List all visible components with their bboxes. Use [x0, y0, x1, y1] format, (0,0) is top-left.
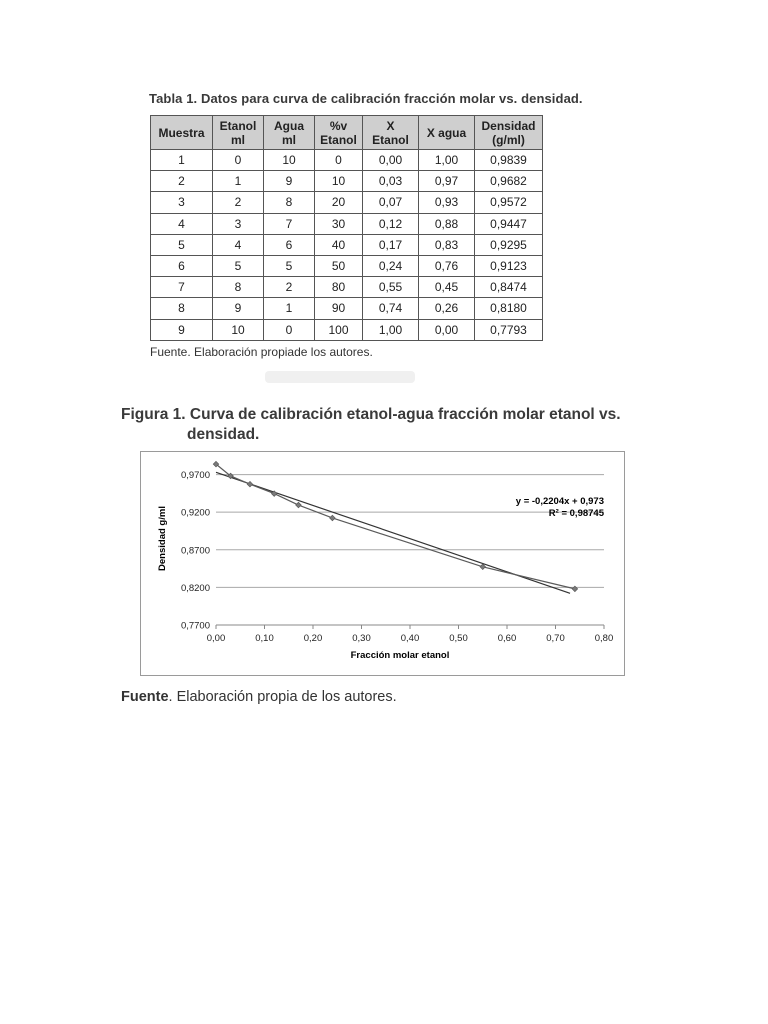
x-axis-ticks: [207, 625, 614, 644]
table-cell: 0,07: [363, 192, 419, 213]
table-cell: 5: [213, 255, 264, 276]
x-axis-label: Fracción molar etanol: [350, 650, 450, 661]
table-cell: 0,00: [419, 319, 475, 340]
data-point: [296, 502, 302, 508]
table-row: [151, 277, 543, 298]
table-cell: 0,76: [419, 255, 475, 276]
r-squared-label: R² = 0,98745: [548, 508, 604, 519]
table-cell: 8: [213, 277, 264, 298]
figure-source-note: [121, 689, 397, 705]
table-cell: 1: [151, 150, 213, 171]
table-cell: 0,17: [363, 234, 419, 255]
table-cell: 9: [213, 298, 264, 319]
y-tick-label: 0,8200: [180, 582, 210, 594]
table-cell: 0,83: [419, 234, 475, 255]
table-cell: 2: [151, 171, 213, 192]
decorative-bar: [265, 371, 415, 383]
table-cell: 0,9295: [475, 234, 543, 255]
table-cell: 0,45: [419, 277, 475, 298]
table-cell: 0: [315, 150, 363, 171]
table-cell: 0,8474: [475, 277, 543, 298]
table-cell: 0,9123: [475, 255, 543, 276]
table-cell: 1: [213, 171, 264, 192]
data-point: [247, 481, 253, 487]
header-densidad: Densidad (g/ml): [475, 116, 543, 150]
x-tick-label: 0,60: [497, 633, 517, 644]
table-cell: 1,00: [363, 319, 419, 340]
table-cell: 0,9447: [475, 213, 543, 234]
y-tick-label: 0,8700: [180, 545, 210, 557]
table-cell: 7: [264, 213, 315, 234]
header-pct-v-etanol: %v Etanol: [315, 116, 363, 150]
table-cell: 2: [264, 277, 315, 298]
figure-title-line1: Figura 1. Curva de calibración etanol-agua fracción molar etanol vs.: [121, 406, 621, 423]
data-points: [213, 461, 578, 591]
table-cell: 0,9839: [475, 150, 543, 171]
table-row: [151, 319, 543, 340]
table-cell: 0,97: [419, 171, 475, 192]
table-cell: 0: [264, 319, 315, 340]
table-cell: 0,00: [363, 150, 419, 171]
table-cell: 5: [151, 234, 213, 255]
table-cell: 90: [315, 298, 363, 319]
table-cell: 20: [315, 192, 363, 213]
y-axis-label: Densidad g/ml: [157, 506, 168, 571]
x-tick-label: 0,40: [400, 633, 420, 644]
table-cell: 0,88: [419, 213, 475, 234]
x-tick-label: 0,10: [255, 633, 274, 644]
table-cell: 6: [151, 255, 213, 276]
table-cell: 1,00: [419, 150, 475, 171]
calibration-chart: [141, 452, 626, 677]
table-cell: 0,03: [363, 171, 419, 192]
x-tick-label: 0,50: [449, 633, 468, 644]
y-tick-label: 0,9200: [180, 507, 210, 519]
table-cell: 3: [151, 192, 213, 213]
table-title: Tabla 1. Datos para curva de calibración fracción molar vs. densidad.: [149, 91, 583, 106]
table-row: [151, 213, 543, 234]
table-row: [151, 171, 543, 192]
table-cell: 10: [264, 150, 315, 171]
figure-source-text: . Elaboración propia de los autores.: [168, 689, 397, 705]
chart-frame: [140, 451, 625, 676]
table-cell: 30: [315, 213, 363, 234]
table-header-row: [151, 116, 543, 150]
x-tick-label: 0,20: [303, 633, 323, 644]
table-cell: 9: [151, 319, 213, 340]
table-cell: 5: [264, 255, 315, 276]
table-cell: 0,9682: [475, 171, 543, 192]
calibration-data-table: [150, 115, 543, 341]
table-cell: 7: [151, 277, 213, 298]
x-tick-label: 0,00: [206, 633, 226, 644]
y-tick-label: 0,7700: [180, 620, 210, 632]
table-cell: 1: [264, 298, 315, 319]
table-row: [151, 192, 543, 213]
trendline-equation: y = -0,2204x + 0,973: [515, 496, 604, 507]
data-point: [480, 564, 486, 570]
table-source-note: Fuente. Elaboración propiade los autores.: [150, 345, 373, 359]
header-x-etanol: X Etanol: [363, 116, 419, 150]
figure-title-line2: densidad.: [187, 426, 260, 443]
table-cell: 100: [315, 319, 363, 340]
x-tick-label: 0,30: [352, 633, 371, 644]
table-cell: 8: [264, 192, 315, 213]
table-cell: 0,9572: [475, 192, 543, 213]
table-cell: 10: [213, 319, 264, 340]
table-cell: 0,26: [419, 298, 475, 319]
table-row: [151, 298, 543, 319]
table-cell: 0,24: [363, 255, 419, 276]
table-cell: 6: [264, 234, 315, 255]
series-line: [216, 464, 575, 589]
table-cell: 0: [213, 150, 264, 171]
x-tick-label: 0,80: [594, 633, 614, 644]
table-row: [151, 255, 543, 276]
y-tick-label: 0,9700: [180, 470, 210, 482]
table-cell: 2: [213, 192, 264, 213]
table-cell: 50: [315, 255, 363, 276]
x-tick-label: 0,70: [546, 633, 565, 644]
table-cell: 4: [151, 213, 213, 234]
data-point: [330, 515, 336, 521]
table-row: [151, 234, 543, 255]
table-row: [151, 150, 543, 171]
table-cell: 4: [213, 234, 264, 255]
table-cell: 10: [315, 171, 363, 192]
table-cell: 40: [315, 234, 363, 255]
table-cell: 80: [315, 277, 363, 298]
header-agua-ml: Agua ml: [264, 116, 315, 150]
table-cell: 0,93: [419, 192, 475, 213]
table-cell: 0,55: [363, 277, 419, 298]
table-cell: 0,12: [363, 213, 419, 234]
table-cell: 8: [151, 298, 213, 319]
figure-title: [121, 405, 681, 445]
table-cell: 0,8180: [475, 298, 543, 319]
table-cell: 9: [264, 171, 315, 192]
figure-source-label: Fuente: [121, 689, 169, 705]
table-cell: 0,74: [363, 298, 419, 319]
table-cell: 3: [213, 213, 264, 234]
header-x-agua: X agua: [419, 116, 475, 150]
table-cell: 0,7793: [475, 319, 543, 340]
header-etanol-ml: Etanol ml: [213, 116, 264, 150]
header-muestra: Muestra: [151, 116, 213, 150]
y-axis-ticks: [181, 470, 210, 631]
